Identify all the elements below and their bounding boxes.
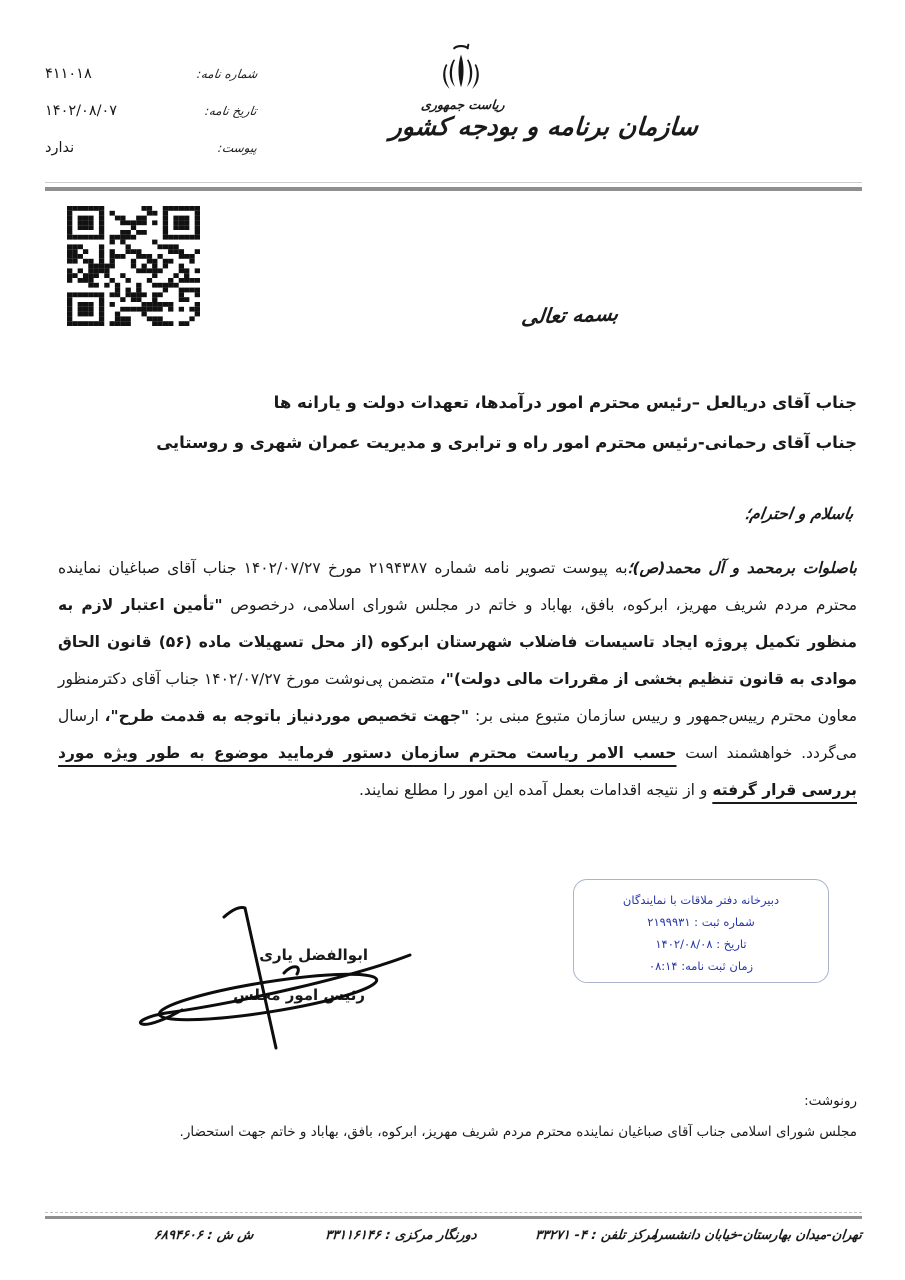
stamp-time: زمان ثبت نامه: ۰۸:۱۴ (648, 959, 754, 973)
cc-label: رونوشت: (804, 1093, 857, 1109)
attachment-label: پیوست: (216, 141, 258, 155)
stamp-registration-number: شماره ثبت : ۲۱۹۹۹۳۱ (647, 915, 755, 929)
organization-title: سازمان برنامه و بودجه کشور (388, 112, 700, 141)
addressee-block (50, 383, 857, 463)
letter-number-value: ۴۱۱۰۱۸ (45, 66, 92, 82)
footer-divider (45, 1212, 862, 1219)
letter-meta-block (45, 66, 257, 177)
body-underlined-directive: حسب الامر ریاست محترم سازمان دستور فرمایید موضوع به طور ویژه مورد بررسی قرار گرفته (58, 744, 857, 799)
signatory-title: رئیس امور مجلس (233, 986, 365, 1004)
body-part-4: و از نتیجه اقدامات بعمل آمده این امور را مطلع نمایند. (358, 781, 713, 799)
letter-date-value: ۱۴۰۲/۰۸/۰۷ (45, 103, 118, 119)
body-bold-1: "تأمین اعتبار لازم به منظور تکمیل پروژه ایجاد تاسیسات فاضلاب شهرستان ابرکوه (از محل تسهیلات ماده (۵۶) قانون الحاق موادی به قانون تنظیم بخشی از مقررات مالی دولت)"، (58, 596, 857, 688)
bismillah-calligraphy: بسمه تعالی (520, 301, 620, 329)
footer-phone: مرکز تلفن : ۴- ۳۳۲۷۱ (533, 1228, 658, 1243)
cc-line: مجلس شورای اسلامی جناب آقای صباغیان نماینده محترم مردم شریف مهریز، ابرکوه، بافق، بهاباد و خاتم جهت استحضار. (179, 1124, 857, 1140)
header-divider (45, 182, 862, 191)
footer-fax: دورنگار مرکزی : ۳۳۱۱۶۱۴۶ (324, 1228, 478, 1243)
salutation: باسلام و احترام؛ (743, 504, 855, 523)
body-opening-calligraphy: باصلوات برمحمد و آل محمد(ص)؛ (627, 559, 857, 577)
iran-national-emblem-icon (431, 40, 491, 98)
body-part-1: به پیوست تصویر نامه شماره ۲۱۹۴۳۸۷ مورخ ۱۴۰۲/۰۷/۲۷ جناب آقای صباغیان نماینده محترم مردم شریف مهریز، ابرکوه، بافق، بهاباد و خاتم در مجلس شورای اسلامی، درخصوص (58, 559, 857, 614)
addressee-line-2: جناب آقای رحمانی-رئیس محترم امور راه و ترابری و مدیریت عمران شهری و روستایی (156, 433, 857, 452)
footer-serial: ش ش : ۶۸۹۴۶۰۶ (152, 1228, 254, 1243)
stamp-office-line: دبیرخانه دفتر ملاقات با نمایندگان (622, 893, 780, 907)
body-part-2: متضمن پی‌نوشت مورخ ۱۴۰۲/۰۷/۲۷ جناب آقای دکترمنظور معاون محترم رییس‌جمهور و رییس سازمان متبوع مبنی بر: (58, 670, 857, 725)
registration-stamp (573, 879, 829, 983)
letter-number-label: شماره نامه: (195, 67, 258, 81)
cc-block (120, 1086, 857, 1148)
stamp-date: تاریخ : ۱۴۰۲/۰۸/۰۸ (655, 937, 747, 951)
addressee-line-1: جناب آقای دریالعل –رئیس محترم امور درآمدها، تعهدات دولت و یارانه ها (273, 393, 857, 412)
letter-date-row (45, 103, 257, 119)
body-paragraph (58, 550, 857, 809)
attachment-value: ندارد (45, 140, 75, 156)
signature-strokes (118, 893, 420, 1061)
signatory-name: ابوالفضل یاری (259, 946, 368, 964)
attachment-row (45, 140, 257, 156)
qr-code (67, 206, 200, 326)
body-part-3: ارسال می‌گردد. خواهشمند است (58, 707, 857, 762)
body-bold-2: "جهت تخصیص موردنیاز باتوجه به قدمت طرح"، (104, 707, 470, 725)
letter-date-label: تاریخ نامه: (204, 104, 258, 118)
presidency-title: ریاست جمهوری (420, 97, 506, 112)
footer-address: تهران-میدان بهارستان-خیابان دانشسرا (652, 1228, 863, 1243)
letter-number-row (45, 66, 257, 82)
